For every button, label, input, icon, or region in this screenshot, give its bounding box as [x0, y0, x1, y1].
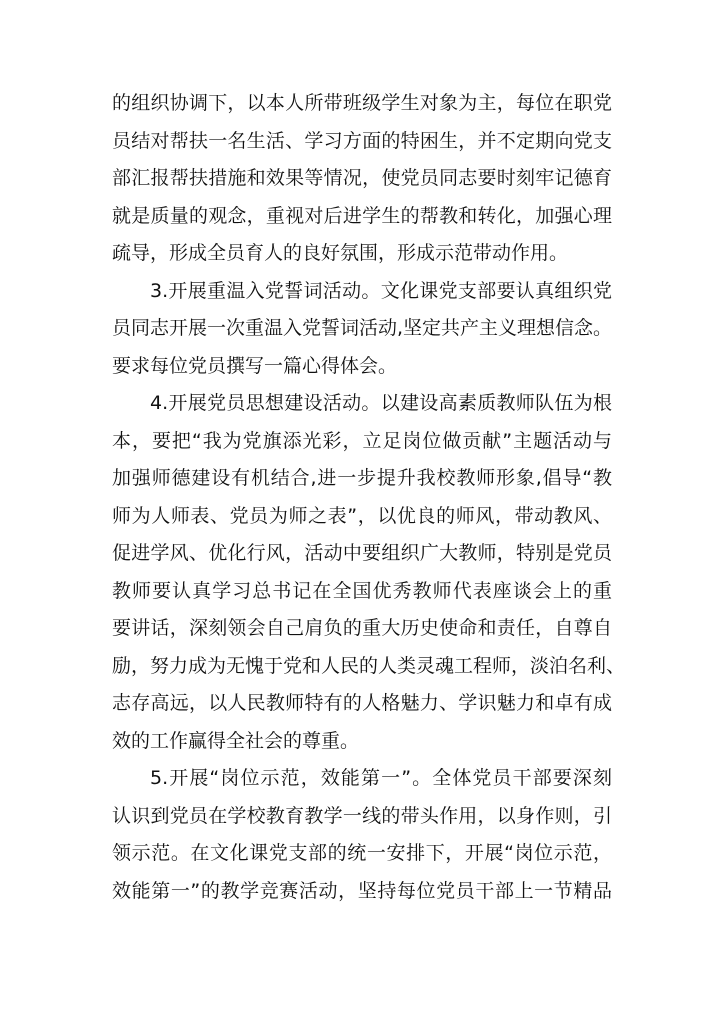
text-line: 5.开展“岗位示范，效能第一”。全体党员干部要深刻	[150, 767, 612, 789]
text-line: 效能第一”的教学竞赛活动，坚持每位党员干部上一节精品	[112, 879, 612, 902]
document-body	[112, 85, 626, 910]
text-line: 的组织协调下，以本人所带班级学生对象为主，每位在职党	[112, 92, 612, 114]
paragraph-intro-continued	[112, 85, 612, 273]
text-line: 励，努力成为无愧于党和人民的人类灵魂工程师，淡泊名利、	[112, 654, 626, 677]
text-line: 加强师德建设有机结合,进一步提升我校教师形象,倡导“教	[112, 467, 612, 489]
text-line: 效的工作赢得全社会的尊重。	[112, 729, 360, 752]
text-line: 疏导，形成全员育人的良好氛围，形成示范带动作用。	[112, 242, 569, 264]
text-line: 志存高远，以人民教师特有的人格魅力、学识魅力和卓有成	[112, 692, 612, 714]
paragraph-item-4	[112, 385, 626, 760]
paragraph-item-3	[112, 273, 612, 386]
text-line: 本，要把“我为党旗添光彩，立足岗位做贡献”主题活动与	[112, 429, 612, 452]
text-line: 要求每位党员撰写一篇心得体会。	[112, 354, 398, 377]
text-line: 就是质量的观念，重视对后进学生的帮教和转化，加强心理	[112, 204, 612, 227]
paragraph-item-5	[112, 760, 612, 910]
text-line: 要讲话，深刻领会自己肩负的重大历史使命和责任，自尊自	[112, 617, 612, 639]
text-line: 领示范。在文化课党支部的统一安排下，开展“岗位示范，	[112, 842, 612, 864]
text-line: 教师要认真学习总书记在全国优秀教师代表座谈会上的重	[112, 579, 612, 602]
text-line: 部汇报帮扶措施和效果等情况，使党员同志要时刻牢记德育	[112, 167, 612, 189]
text-line: 员结对帮扶一名生活、学习方面的特困生，并不定期向党支	[112, 129, 612, 152]
text-line: 认识到党员在学校教育教学一线的带头作用，以身作则，引	[112, 804, 612, 827]
text-line: 师为人师表、党员为师之表”，以优良的师风，带动教风、	[112, 504, 612, 527]
text-line: 员同志开展一次重温入党誓词活动,坚定共产主义理想信念。	[112, 317, 613, 339]
text-line: 4.开展党员思想建设活动。以建设高素质教师队伍为根	[150, 392, 612, 414]
text-line: 3.开展重温入党誓词活动。文化课党支部要认真组织党	[150, 279, 612, 302]
text-line: 促进学风、优化行风，活动中要组织广大教师，特别是党员	[112, 542, 612, 564]
